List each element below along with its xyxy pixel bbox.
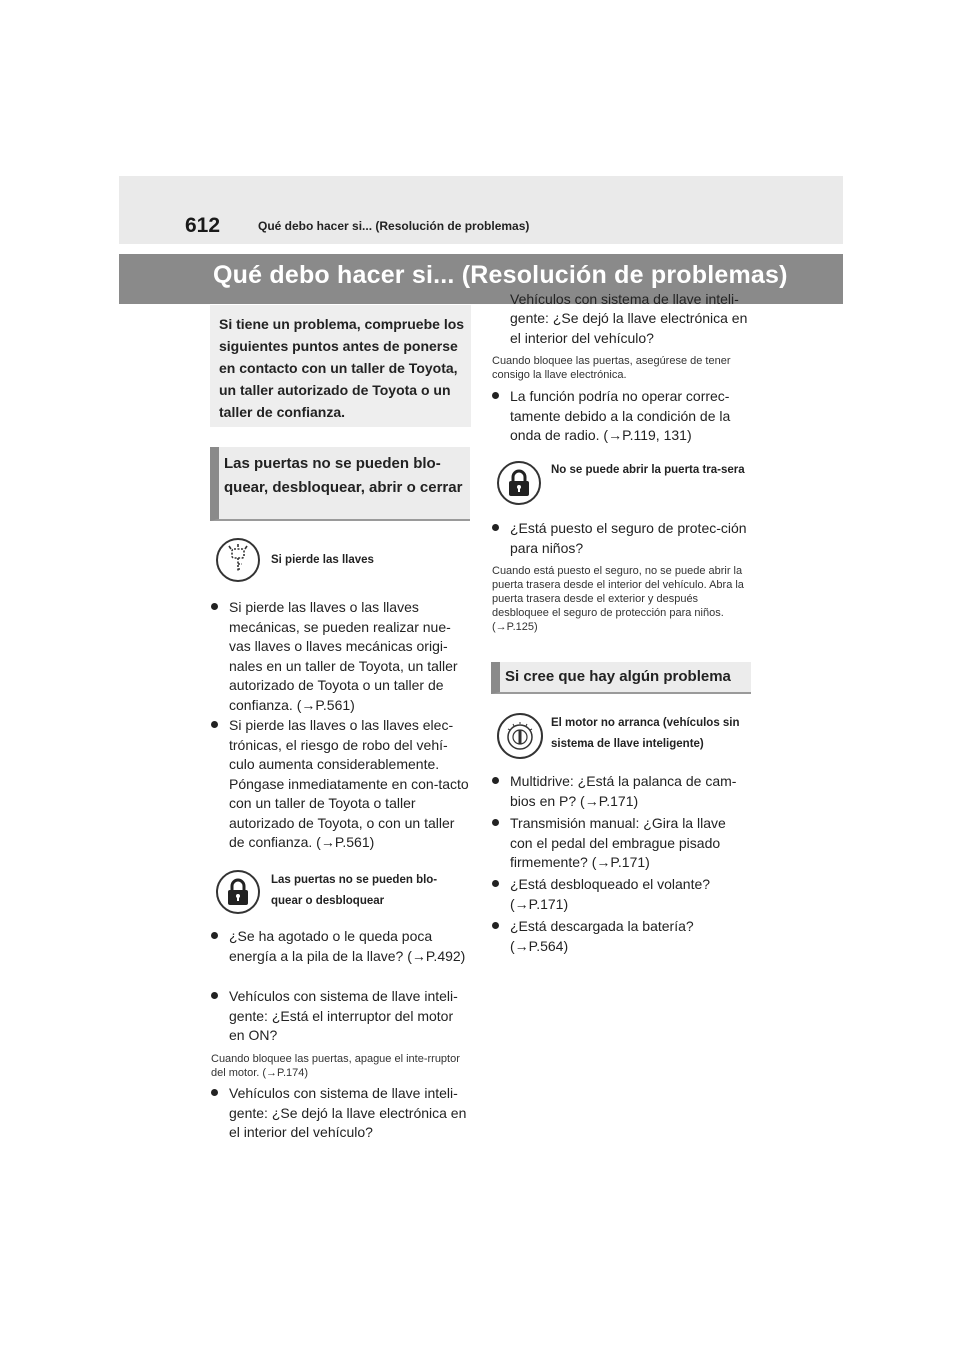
list-item: Vehículos con sistema de llave inteli-gente: ¿Está el interruptor del motor en ON? <box>229 987 469 1046</box>
list-item: Transmisión manual: ¿Gira la llave con el pedal del embrague pisado firmemente? (→P.171) <box>510 814 750 873</box>
padlock-icon <box>497 461 541 505</box>
note-engine-switch: Cuando bloquee las puertas, apague el inte-rruptor del motor. (→P.174) <box>211 1053 460 1079</box>
sub-label-lock: Las puertas no se pueden blo-quear o desbloquear <box>271 874 438 907</box>
list-item: ¿Se ha agotado o le queda poca energía a la pila de la llave? (→P.492) <box>229 927 469 966</box>
list-item: ¿Está puesto el seguro de protec-ción para niños? <box>510 519 750 558</box>
intro-text: Si tiene un problema, compruebe los siguientes puntos antes de ponerse en contacto con un taller de Toyota, un taller autorizado de Toyota o un taller de confianza. <box>219 316 465 420</box>
page-number: 612 <box>185 214 221 237</box>
ignition-switch-icon <box>497 713 543 759</box>
section-heading-doors-text: Las puertas no se pueden blo-quear, desbloquear, abrir o cerrar <box>224 455 463 496</box>
sub-label-lost-keys: Si pierde las llaves <box>271 554 374 566</box>
list-item: Si pierde las llaves o las llaves elec-trónicas, el riesgo de robo del vehí-culo aumenta considerablemente. Póngase inmediatamente en con-tacto con un taller de Toyota o taller autorizado de Toyota, o con un taller de confianza. (→P.561) <box>229 716 469 853</box>
list-item: ¿Está desbloqueado el volante? (→P.171) <box>510 875 750 914</box>
key-icon <box>216 538 260 582</box>
sub-label-rear-door: No se puede abrir la puerta tra-sera <box>551 464 745 476</box>
header-band <box>119 176 843 244</box>
running-title: Qué debo hacer si... (Resolución de problemas) <box>258 219 530 233</box>
sub-label-engine: El motor no arranca (vehículos sin sistema de llave inteligente) <box>551 717 740 750</box>
list-item: Si pierde las llaves o las llaves mecánicas, se pueden realizar nue-vas llaves o llaves mecánicas origi-nales en un taller de Toyota, un taller autorizado de Toyota o un taller de confianza. (→P.561) <box>229 598 469 715</box>
page-title: Qué debo hacer si... (Resolución de problemas) <box>213 261 788 289</box>
list-item-continued: Vehículos con sistema de llave inteli-gente: ¿Se dejó la llave electrónica en el interior del vehículo? <box>510 290 748 346</box>
note-key-inside: Cuando bloquee las puertas, asegúrese de tener consigo la llave electrónica. <box>492 355 731 381</box>
padlock-icon <box>216 870 260 914</box>
list-item: Multidrive: ¿Está la palanca de cam-bios en P? (→P.171) <box>510 772 750 811</box>
note-child-lock: Cuando está puesto el seguro, no se puede abrir la puerta trasera desde el interior del vehículo. Abra la puerta trasera desde el exterior y después desbloquee el seguro de protección para niños. (→P.125) <box>492 565 744 633</box>
section-heading-problem-text: Si cree que hay algún problema <box>505 668 731 685</box>
list-item: La función podría no operar correc-tamente debido a la condición de la onda de radio. (→P.119, 131) <box>510 387 750 446</box>
list-item: Vehículos con sistema de llave inteli-gente: ¿Se dejó la llave electrónica en el interior del vehículo? <box>229 1084 469 1104</box>
list-item: ¿Está descargada la batería? (→P.564) <box>510 917 750 956</box>
